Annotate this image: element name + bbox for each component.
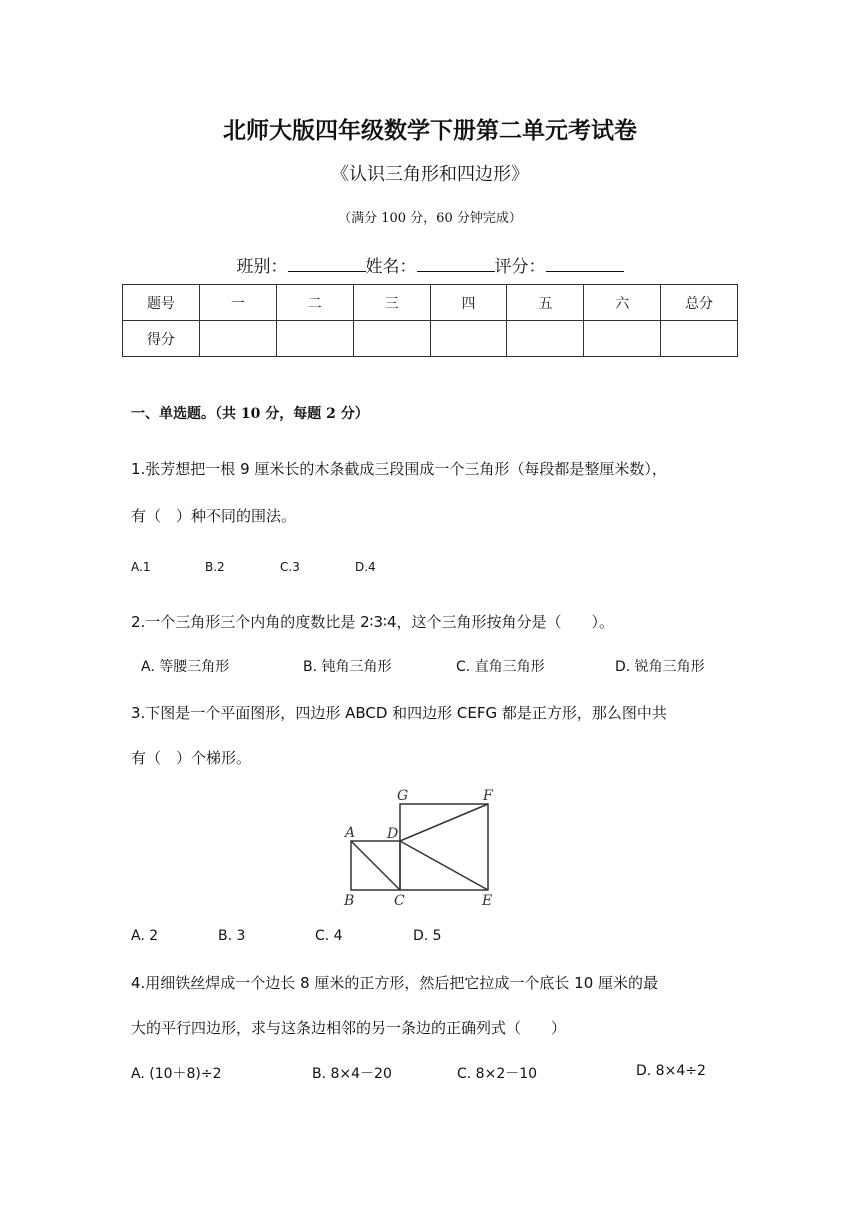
option-c: C.3 bbox=[280, 560, 300, 574]
option-c: C. 8×2－10 bbox=[457, 1066, 538, 1082]
option-d: D. 8×4÷2 bbox=[636, 1063, 706, 1079]
question-3-line-1: 3.下图是一个平面图形，四边形 ABCD 和四边形 CEFG 都是正方形，那么图中共 bbox=[131, 704, 667, 722]
question-1-line-2: 有（ ）种不同的围法。 bbox=[131, 507, 297, 525]
option-d: D. 锐角三角形 bbox=[615, 659, 705, 675]
score-header-cell: 二 bbox=[276, 285, 353, 321]
full-score-note: （满分 100 分，60 分钟完成） bbox=[338, 211, 522, 226]
option-a: A. 2 bbox=[131, 928, 159, 944]
score-header-cell: 四 bbox=[430, 285, 507, 321]
label-c: C bbox=[394, 893, 405, 909]
score-header-cell: 一 bbox=[199, 285, 276, 321]
option-b: B. 钝角三角形 bbox=[303, 659, 392, 675]
score-header-cell: 题号 bbox=[123, 285, 200, 321]
question-4-line-2: 大的平行四边形，求与这条边相邻的另一条边的正确列式（ ） bbox=[131, 1019, 567, 1037]
option-a: A. (10＋8)÷2 bbox=[131, 1066, 222, 1082]
square-cefg bbox=[400, 804, 488, 890]
score-cell bbox=[507, 321, 584, 357]
option-a: A.1 bbox=[131, 560, 151, 574]
segment-de bbox=[400, 841, 488, 890]
square-figure bbox=[340, 786, 510, 912]
question-1-line-1: 1.张芳想把一根 9 厘米长的木条截成三段围成一个三角形（每段都是整厘米数）， bbox=[131, 460, 667, 478]
section-heading: 一、单选题。（共 10 分，每题 2 分） bbox=[131, 406, 369, 422]
class-blank bbox=[288, 257, 366, 272]
option-d: D. 5 bbox=[413, 928, 442, 944]
option-b: B. 8×4－20 bbox=[312, 1066, 392, 1082]
label-a: A bbox=[345, 825, 356, 841]
option-d: D.4 bbox=[355, 560, 376, 574]
question-3-options bbox=[131, 928, 531, 948]
name-label: 姓名： bbox=[365, 257, 417, 277]
score-header-cell: 三 bbox=[353, 285, 430, 321]
score-header-cell: 五 bbox=[507, 285, 584, 321]
option-c: C. 直角三角形 bbox=[456, 659, 545, 675]
grade-blank bbox=[546, 257, 624, 272]
label-f: F bbox=[483, 788, 493, 804]
question-3-line-2: 有（ ）个梯形。 bbox=[131, 749, 252, 767]
question-2-options bbox=[141, 656, 731, 676]
score-table-header-row bbox=[123, 285, 738, 321]
question-1-options bbox=[131, 560, 531, 576]
score-cell bbox=[276, 321, 353, 357]
score-cell bbox=[199, 321, 276, 357]
grade-label: 评分： bbox=[494, 257, 546, 277]
score-cell bbox=[661, 321, 738, 357]
label-d: D bbox=[387, 826, 399, 842]
option-b: B.2 bbox=[205, 560, 225, 574]
segment-df bbox=[400, 804, 488, 841]
score-cell bbox=[584, 321, 661, 357]
segment-ac bbox=[351, 841, 400, 890]
score-cell bbox=[353, 321, 430, 357]
option-b: B. 3 bbox=[218, 928, 246, 944]
score-table bbox=[122, 284, 738, 357]
score-header-cell: 总分 bbox=[661, 285, 738, 321]
question-2-line-1: 2.一个三角形三个内角的度数比是 2∶3∶4，这个三角形按角分是（ ）。 bbox=[131, 613, 615, 631]
question-4-options bbox=[131, 1063, 731, 1083]
exam-subtitle: 《认识三角形和四边形》 bbox=[331, 164, 529, 185]
option-c: C. 4 bbox=[315, 928, 343, 944]
score-header-cell: 六 bbox=[584, 285, 661, 321]
exam-title: 北师大版四年级数学下册第二单元考试卷 bbox=[223, 117, 637, 144]
score-row-label: 得分 bbox=[123, 321, 200, 357]
class-label: 班别： bbox=[236, 257, 288, 277]
score-cell bbox=[430, 321, 507, 357]
student-info-line bbox=[0, 252, 860, 277]
option-a: A. 等腰三角形 bbox=[141, 659, 230, 675]
score-table-score-row bbox=[123, 321, 738, 357]
question-4-line-1: 4.用细铁丝焊成一个边长 8 厘米的正方形，然后把它拉成一个底长 10 厘米的最 bbox=[131, 974, 659, 992]
name-blank bbox=[417, 257, 495, 272]
label-e: E bbox=[482, 893, 493, 909]
label-b: B bbox=[344, 893, 355, 909]
label-g: G bbox=[397, 788, 409, 804]
